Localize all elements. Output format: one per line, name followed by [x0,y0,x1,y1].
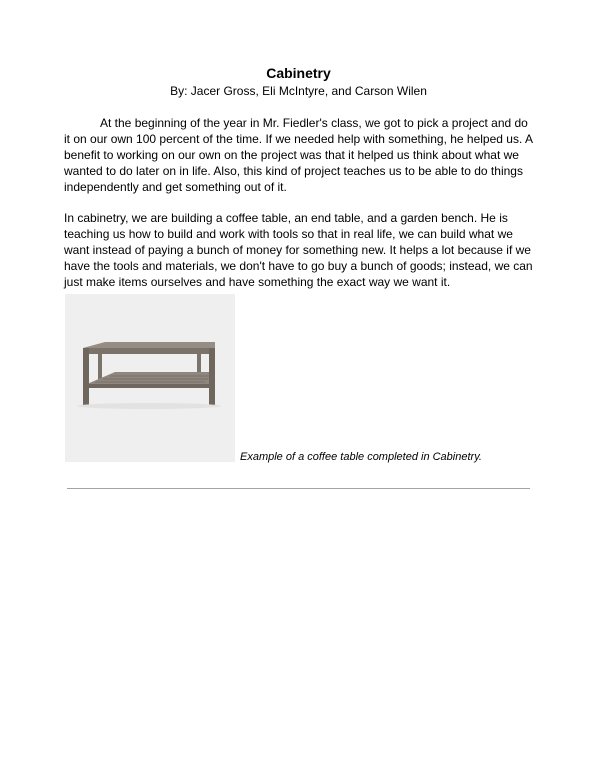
coffee-table-illustration [65,294,235,462]
document-byline: By: Jacer Gross, Eli McIntyre, and Carson Wilen [170,84,427,98]
figure-caption: Example of a coffee table completed in Cabinetry. [240,451,482,463]
paragraph-1: At the beginning of the year in Mr. Fiedler's class, we got to pick a project and do it on our own 100 percent of the time. If we needed help with something, he helped us. A benefit to working on our own on the project was that it helped us think about what we wanted to do later on in life. Also, this kind of project teaches us to be able to do things independently and get something out of it. [64,116,533,194]
paragraph-2: In cabinetry, we are building a coffee table, an end table, and a garden bench. He is teaching us how to build and work with tools so that in real life, we can build what we want instead of paying a bunch of money for something new. It helps a lot because if we have the tools and materials, we don't have to go buy a bunch of goods; instead, we can just make items ourselves and have something the exact way we want it. [64,211,533,289]
horizontal-divider [67,488,530,489]
coffee-table-photo [65,294,235,462]
document-title: Cabinetry [266,65,331,81]
